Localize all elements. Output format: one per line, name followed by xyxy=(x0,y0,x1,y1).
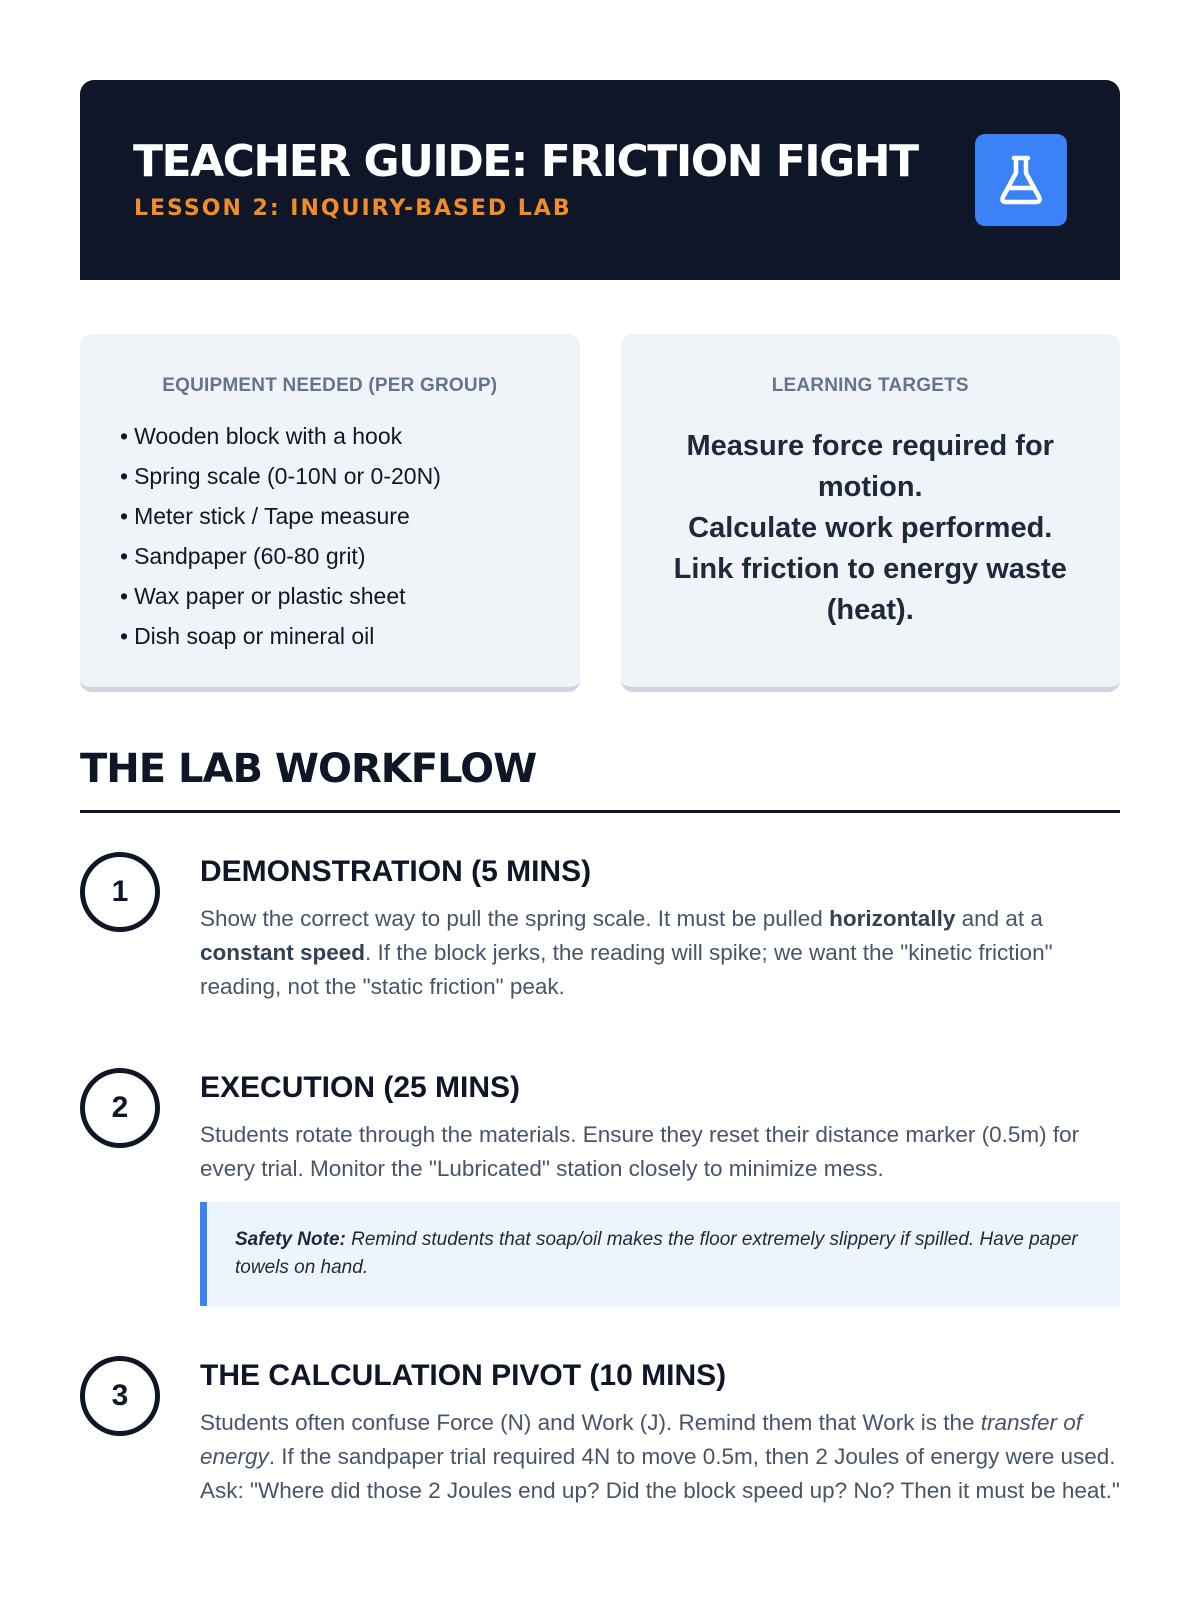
list-item: • Dish soap or mineral oil xyxy=(120,623,375,649)
list-item: • Wooden block with a hook xyxy=(120,423,403,449)
learning-targets-label: LEARNING TARGETS xyxy=(771,375,969,396)
flask-badge xyxy=(975,134,1067,226)
flask-icon xyxy=(998,155,1044,205)
equipment-list xyxy=(120,416,441,656)
equipment-label: EQUIPMENT NEEDED (PER GROUP) xyxy=(162,375,498,396)
safety-note xyxy=(200,1202,1120,1306)
learning-target: Measure force required for motion. xyxy=(686,430,1054,503)
step-number: 3 xyxy=(80,1356,160,1436)
learning-target: Link friction to energy waste (heat). xyxy=(673,553,1067,626)
list-item: • Sandpaper (60-80 grit) xyxy=(120,543,366,569)
step-text: Show the correct way to pull the spring scale. It must be pulled horizontally and at a constant speed. If the block jerks, the reading will spike; we want the "kinetic friction" reading, not the "static friction" peak. xyxy=(200,906,1053,999)
step-number: 1 xyxy=(80,852,160,932)
step-number: 2 xyxy=(80,1068,160,1148)
step-body xyxy=(200,852,1120,1004)
list-item: • Wax paper or plastic sheet xyxy=(120,583,406,609)
workflow-heading: THE LAB WORKFLOW xyxy=(80,746,1120,813)
learning-targets-card xyxy=(621,334,1121,692)
step-title: EXECUTION (25 MINS) xyxy=(200,1071,521,1104)
list-item: • Spring scale (0-10N or 0-20N) xyxy=(120,463,441,489)
safety-note-text: Remind students that soap/oil makes the floor extremely slippery if spilled. Have paper towels on hand. xyxy=(235,1229,1078,1278)
equipment-card xyxy=(80,334,580,692)
step-body xyxy=(200,1356,1120,1508)
step-text: Students often confuse Force (N) and Work (J). Remind them that Work is the transfer of energy. If the sandpaper trial required 4N to move 0.5m, then 2 Joules of energy were used. Ask: "Where did those 2 Joules end up? Did the block speed up? No? Then it must be heat." xyxy=(200,1410,1120,1503)
list-item: • Meter stick / Tape measure xyxy=(120,503,410,529)
page-header xyxy=(80,80,1120,280)
safety-note-label: Safety Note: xyxy=(235,1229,346,1250)
step-text: Students rotate through the materials. Ensure they reset their distance marker (0.5m) for every trial. Monitor the "Lubricated" station closely to minimize mess. xyxy=(200,1122,1080,1181)
info-cards xyxy=(80,334,1120,692)
step-body xyxy=(200,1068,1120,1306)
learning-target: Calculate work performed. xyxy=(688,512,1053,544)
step-title: THE CALCULATION PIVOT (10 MINS) xyxy=(200,1359,727,1392)
page-title: TEACHER GUIDE: FRICTION FIGHT xyxy=(133,136,918,187)
learning-targets-text xyxy=(651,426,1091,631)
page-subtitle: LESSON 2: INQUIRY-BASED LAB xyxy=(134,196,572,221)
step-title: DEMONSTRATION (5 MINS) xyxy=(200,855,592,888)
